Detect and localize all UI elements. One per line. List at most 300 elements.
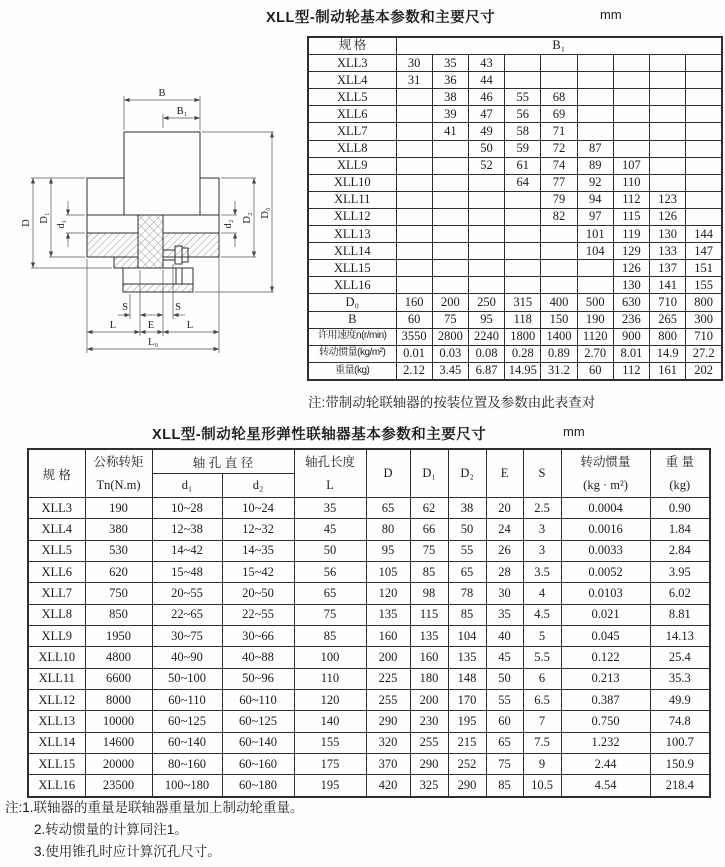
bore-dia-header-cell: 轴 孔 直 径	[152, 449, 294, 474]
table-row	[28, 540, 710, 561]
table-cell	[505, 55, 541, 72]
table-cell	[396, 243, 432, 260]
table-cell	[505, 191, 541, 208]
spec-header-cell: 规 格	[28, 449, 85, 498]
footnote-1: 注:1.联轴器的重量是联轴器重量加上制动轮重量。	[5, 800, 304, 815]
table-cell	[396, 140, 432, 157]
table-cell	[468, 277, 504, 294]
table-cell: 75	[486, 754, 523, 775]
table-cell	[650, 106, 686, 123]
table-cell: 800	[686, 294, 722, 311]
table-row	[308, 277, 722, 294]
table-cell: 50~96	[222, 668, 294, 689]
spec-cell: XLL6	[28, 562, 85, 583]
table-cell: 150.9	[650, 754, 710, 775]
table-cell: 10000	[85, 711, 152, 732]
table2-title: XLL型-制动轮星形弹性联轴器基本参数和主要尺寸	[152, 427, 487, 443]
table-cell: 155	[294, 732, 366, 753]
table-cell	[432, 277, 468, 294]
table-cell: 60~140	[152, 732, 222, 753]
table-cell: 7.5	[523, 732, 561, 753]
dim-label-d1: d₁	[56, 219, 67, 229]
table-cell: 85	[410, 562, 448, 583]
table-cell: 141	[650, 277, 686, 294]
table-cell: 85	[294, 626, 366, 647]
table-cell: 195	[448, 711, 486, 732]
table-cell	[505, 260, 541, 277]
table-cell: 14600	[85, 732, 152, 753]
table-cell: 20~55	[152, 583, 222, 604]
table-cell: 170	[448, 690, 486, 711]
table-cell: 135	[448, 647, 486, 668]
table-cell: 50	[448, 519, 486, 540]
table-cell: 52	[468, 157, 504, 174]
table-cell: 66	[410, 519, 448, 540]
table-cell	[686, 106, 722, 123]
d1-sub-header-cell: d₁	[152, 474, 222, 498]
table-cell: 1120	[577, 328, 613, 345]
table-cell: 4.54	[561, 775, 650, 797]
table-cell: 0.03	[432, 345, 468, 362]
table-cell: 2.70	[577, 345, 613, 362]
table-cell: 15~42	[222, 562, 294, 583]
table-row	[28, 775, 710, 797]
table-cell	[505, 277, 541, 294]
table-cell: 49	[468, 123, 504, 140]
d-header-cell: D	[366, 449, 410, 498]
table-cell: 24	[486, 519, 523, 540]
table-cell: 900	[613, 328, 649, 345]
table-cell: 180	[410, 668, 448, 689]
table-cell	[396, 89, 432, 106]
table-cell: 6	[523, 668, 561, 689]
table-cell: 97	[577, 208, 613, 225]
table-row	[308, 294, 722, 311]
dim-label-l0: L₀	[147, 337, 159, 348]
table-cell: 3	[523, 540, 561, 561]
table-row	[308, 328, 722, 345]
spec-cell: XLL5	[28, 540, 85, 561]
table-cell: 87	[577, 140, 613, 157]
table-cell	[541, 243, 577, 260]
table-cell: 120	[294, 690, 366, 711]
table-cell: 35	[486, 604, 523, 625]
table-cell: 190	[85, 498, 152, 519]
table-cell: 175	[294, 754, 366, 775]
table-cell: 150	[541, 311, 577, 328]
spec-cell: XLL13	[28, 711, 85, 732]
table-cell: 20000	[85, 754, 152, 775]
dim-label-s-left: S	[122, 302, 128, 313]
weight-header-line1: 重 量	[665, 454, 694, 469]
table-cell: 72	[541, 140, 577, 157]
table-cell: 0.122	[561, 647, 650, 668]
table-cell: 89	[577, 157, 613, 174]
table-cell: 0.750	[561, 711, 650, 732]
table-cell	[541, 260, 577, 277]
table-cell	[396, 260, 432, 277]
table-row	[28, 583, 710, 604]
table-cell: 55	[448, 540, 486, 561]
table-cell: 69	[541, 106, 577, 123]
table-cell: 160	[410, 647, 448, 668]
table-cell: 60~125	[152, 711, 222, 732]
table-cell: 101	[577, 226, 613, 243]
table-cell: 74	[541, 157, 577, 174]
table-cell: 27.2	[686, 345, 722, 362]
table-cell: 135	[366, 604, 410, 625]
table-cell	[650, 55, 686, 72]
table-row	[308, 243, 722, 260]
table-cell: 5	[523, 626, 561, 647]
table-row	[28, 732, 710, 753]
row-label-cell: 转动惯量(kg/m²)	[308, 345, 396, 362]
table-cell	[613, 140, 649, 157]
table-cell: 40	[486, 626, 523, 647]
table-cell	[686, 72, 722, 89]
table-cell: 2.44	[561, 754, 650, 775]
table-cell: 104	[577, 243, 613, 260]
table-cell	[468, 191, 504, 208]
table-cell: 370	[366, 754, 410, 775]
s-header-cell: S	[523, 449, 561, 498]
table-cell	[686, 89, 722, 106]
e-header-cell: E	[486, 449, 523, 498]
table-cell	[541, 55, 577, 72]
table-cell: 200	[366, 647, 410, 668]
table-cell	[686, 157, 722, 174]
table-cell: 5.5	[523, 647, 561, 668]
table-cell: 45	[486, 647, 523, 668]
table-cell	[468, 243, 504, 260]
table-cell: 65	[448, 562, 486, 583]
table-cell	[686, 55, 722, 72]
table-row	[308, 345, 722, 362]
table-cell: 104	[448, 626, 486, 647]
table-cell: 58	[505, 123, 541, 140]
bore-len-header-line2: L	[326, 477, 334, 492]
table-cell: 35	[294, 498, 366, 519]
table-cell: 8.81	[650, 604, 710, 625]
table-cell: 135	[410, 626, 448, 647]
table-cell: 92	[577, 174, 613, 191]
footnote-2: 2.转动惯量的计算同注1。	[34, 822, 188, 837]
table-cell: 315	[505, 294, 541, 311]
table-cell: 60	[396, 311, 432, 328]
table-cell: 200	[410, 690, 448, 711]
table-cell: 100~180	[152, 775, 222, 797]
table-cell	[541, 277, 577, 294]
table-cell: 3	[523, 519, 561, 540]
spec-cell: XLL14	[28, 732, 85, 753]
table-cell: 41	[432, 123, 468, 140]
table-cell: 320	[366, 732, 410, 753]
table-cell: 0.90	[650, 498, 710, 519]
table-cell: 4.5	[523, 604, 561, 625]
dim-label-b: B	[158, 88, 166, 99]
table-cell	[396, 226, 432, 243]
table-cell: 30~75	[152, 626, 222, 647]
table-cell: 64	[505, 174, 541, 191]
table-cell	[432, 260, 468, 277]
table-cell: 25.4	[650, 647, 710, 668]
table-cell: 35	[432, 55, 468, 72]
table-cell: 60~160	[222, 754, 294, 775]
table-cell: 265	[650, 311, 686, 328]
table-cell: 82	[541, 208, 577, 225]
table-row	[308, 174, 722, 191]
torque-header-cell	[85, 449, 152, 498]
table-cell: 230	[410, 711, 448, 732]
table-cell: 215	[448, 732, 486, 753]
table-cell: 50~100	[152, 668, 222, 689]
table-cell: 155	[686, 277, 722, 294]
table-cell: 12~38	[152, 519, 222, 540]
table-cell: 195	[294, 775, 366, 797]
table-cell	[613, 89, 649, 106]
table-cell: 0.0004	[561, 498, 650, 519]
table-cell: 40~88	[222, 647, 294, 668]
table-cell: 22~55	[222, 604, 294, 625]
table-cell	[432, 140, 468, 157]
table-cell	[468, 174, 504, 191]
table-cell: 140	[294, 711, 366, 732]
torque-header-line2: Tn(N.m)	[96, 477, 141, 492]
table-cell	[505, 243, 541, 260]
table-cell	[650, 123, 686, 140]
table-cell: 850	[85, 604, 152, 625]
table-cell: 129	[613, 243, 649, 260]
weight-header-cell	[650, 449, 710, 498]
table-cell: 126	[613, 260, 649, 277]
table-cell: 0.08	[468, 345, 504, 362]
table-row	[308, 260, 722, 277]
table-cell: 60~125	[222, 711, 294, 732]
d1-header-cell: D₁	[410, 449, 448, 498]
table-cell: 1.232	[561, 732, 650, 753]
table-cell: 4800	[85, 647, 152, 668]
table-cell: 14~35	[222, 540, 294, 561]
table-cell: 38	[432, 89, 468, 106]
table-row	[28, 711, 710, 732]
table-cell: 71	[541, 123, 577, 140]
table-row	[308, 157, 722, 174]
table-row	[308, 362, 722, 380]
dim-label-e: E	[147, 320, 155, 331]
table-cell: 45	[294, 519, 366, 540]
spec-cell: XLL3	[28, 498, 85, 519]
table-cell: 144	[686, 226, 722, 243]
table-cell: 110	[294, 668, 366, 689]
table-cell	[396, 157, 432, 174]
spec-cell: XLL11	[28, 668, 85, 689]
table-cell: 6600	[85, 668, 152, 689]
table-cell: 23500	[85, 775, 152, 797]
table-cell: 160	[366, 626, 410, 647]
table-cell: 36	[432, 72, 468, 89]
footnote-3: 3.使用锥孔时应计算沉孔尺寸。	[34, 844, 221, 859]
table-cell: 148	[448, 668, 486, 689]
table-cell	[432, 208, 468, 225]
table-cell: 3550	[396, 328, 432, 345]
table-cell: 65	[486, 732, 523, 753]
table-cell: 60~180	[222, 775, 294, 797]
table-cell: 1950	[85, 626, 152, 647]
table-cell: 3.5	[523, 562, 561, 583]
table-cell: 112	[613, 362, 649, 380]
table-cell	[686, 191, 722, 208]
spec-cell: XLL6	[308, 106, 396, 123]
table-cell: 49.9	[650, 690, 710, 711]
spec-cell: XLL16	[308, 277, 396, 294]
spec-cell: XLL10	[28, 647, 85, 668]
table-cell: 290	[448, 775, 486, 797]
spec-cell: XLL15	[308, 260, 396, 277]
table-row	[28, 668, 710, 689]
table-cell	[613, 72, 649, 89]
inertia-header-line2: (kg · m²)	[583, 477, 628, 492]
table-row	[28, 562, 710, 583]
row-label-cell: 许用速度n(r/min)	[308, 328, 396, 345]
table-cell: 750	[85, 583, 152, 604]
table-row	[28, 754, 710, 775]
table-cell: 10.5	[523, 775, 561, 797]
table-cell	[613, 123, 649, 140]
table-cell: 2.84	[650, 540, 710, 561]
table-cell: 40~90	[152, 647, 222, 668]
dim-label-l-left: L	[109, 320, 117, 331]
table-cell: 80~160	[152, 754, 222, 775]
table-cell: 1.84	[650, 519, 710, 540]
table-cell: 28	[486, 562, 523, 583]
dim-label-d-cap: D	[21, 219, 32, 227]
table-cell	[505, 226, 541, 243]
table-cell: 46	[468, 89, 504, 106]
table-cell: 62	[410, 498, 448, 519]
spec-cell: XLL7	[308, 123, 396, 140]
table-cell: 137	[650, 260, 686, 277]
table-cell	[577, 72, 613, 89]
table-cell: 130	[613, 277, 649, 294]
table-cell: 1400	[541, 328, 577, 345]
table-cell: 0.0033	[561, 540, 650, 561]
table-cell: 0.28	[505, 345, 541, 362]
table-cell	[432, 191, 468, 208]
table-row	[308, 191, 722, 208]
table-row	[28, 647, 710, 668]
table-cell: 61	[505, 157, 541, 174]
table-cell: 8000	[85, 690, 152, 711]
table-cell: 43	[468, 55, 504, 72]
footnotes	[5, 797, 304, 863]
spec-cell: XLL9	[308, 157, 396, 174]
table-cell	[396, 106, 432, 123]
dim-label-d1-cap: D₁	[39, 212, 50, 224]
table-cell: 30~66	[222, 626, 294, 647]
table-row	[308, 89, 722, 106]
table-cell: 112	[613, 191, 649, 208]
table-cell	[432, 174, 468, 191]
d2-header-cell: D₂	[448, 449, 486, 498]
table-cell: 290	[366, 711, 410, 732]
table-cell: 39	[432, 106, 468, 123]
table-cell: 95	[366, 540, 410, 561]
table-cell: 95	[468, 311, 504, 328]
table-cell: 118	[505, 311, 541, 328]
table-cell	[505, 208, 541, 225]
spec-cell: XLL4	[28, 519, 85, 540]
table-cell: 0.387	[561, 690, 650, 711]
table-cell: 85	[486, 775, 523, 797]
table-cell: 300	[686, 311, 722, 328]
table-row	[308, 123, 722, 140]
row-label-cell: D₀	[308, 294, 396, 311]
table-cell	[577, 260, 613, 277]
bore-len-header-cell	[294, 449, 366, 498]
table-cell	[541, 226, 577, 243]
table-cell	[686, 140, 722, 157]
table-cell	[577, 123, 613, 140]
table-cell: 6.87	[468, 362, 504, 380]
table-cell: 2.12	[396, 362, 432, 380]
table-cell: 80	[366, 519, 410, 540]
table-cell: 236	[613, 311, 649, 328]
b1-header-cell: B₁	[396, 37, 722, 55]
table-cell: 0.0016	[561, 519, 650, 540]
coupling-section-drawing	[18, 52, 308, 392]
table-cell: 190	[577, 311, 613, 328]
table-cell	[541, 72, 577, 89]
table-cell: 800	[650, 328, 686, 345]
spec-cell: XLL15	[28, 754, 85, 775]
table-cell	[396, 123, 432, 140]
table-row	[28, 626, 710, 647]
table-cell: 100.7	[650, 732, 710, 753]
spec-cell: XLL16	[28, 775, 85, 797]
table-cell: 200	[432, 294, 468, 311]
table-cell: 75	[410, 540, 448, 561]
table-cell: 68	[541, 89, 577, 106]
table-cell	[468, 226, 504, 243]
brake-wheel-param-table	[307, 36, 723, 381]
table-cell: 22~65	[152, 604, 222, 625]
table-cell: 74.8	[650, 711, 710, 732]
table-cell	[650, 174, 686, 191]
table-cell: 290	[410, 754, 448, 775]
table-cell: 252	[448, 754, 486, 775]
spec-cell: XLL5	[308, 89, 396, 106]
table-cell: 65	[366, 498, 410, 519]
table-cell: 60~110	[152, 690, 222, 711]
table-cell	[686, 208, 722, 225]
table-cell: 15~48	[152, 562, 222, 583]
table-cell	[396, 277, 432, 294]
spec-cell: XLL12	[308, 208, 396, 225]
table-cell: 8.01	[613, 345, 649, 362]
table-cell: 4	[523, 583, 561, 604]
spec-header-cell: 规 格	[308, 37, 396, 55]
table-cell: 130	[650, 226, 686, 243]
table-row	[308, 140, 722, 157]
table-cell: 30	[486, 583, 523, 604]
table-cell: 85	[448, 604, 486, 625]
table-cell: 710	[686, 328, 722, 345]
table-cell: 3.45	[432, 362, 468, 380]
table-cell	[577, 277, 613, 294]
table-cell	[613, 55, 649, 72]
table-cell: 133	[650, 243, 686, 260]
table-cell: 35.3	[650, 668, 710, 689]
